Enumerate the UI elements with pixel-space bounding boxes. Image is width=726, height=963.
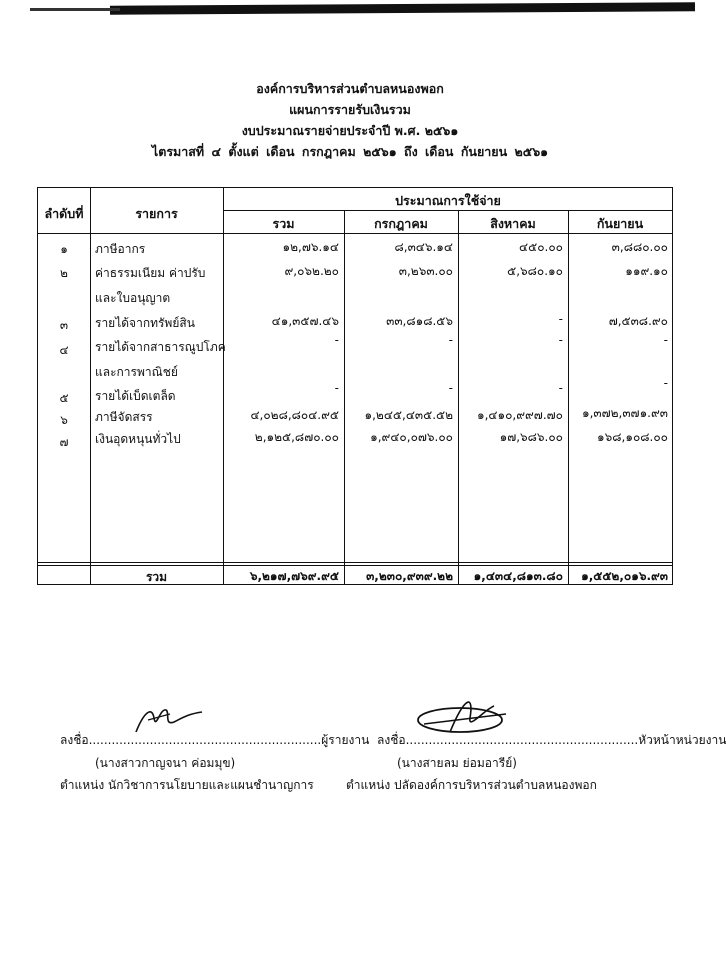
total-sum: ๖,๒๑๗,๗๖๙.๙๕	[249, 569, 339, 583]
row-item: เงินอุดหนุนทั่วไป	[95, 432, 181, 446]
row-aug: -	[558, 333, 563, 347]
signature-right-prefix: ลงชื่อ.............................................................	[377, 733, 639, 747]
row-no: ๒	[60, 266, 68, 280]
signature-left-name: (นางสาวกาญจนา ค่อมมุข)	[95, 756, 236, 770]
signature-left-prefix: ลงชื่อ.............................................................	[60, 733, 322, 747]
row-aug: -	[558, 381, 563, 395]
col-header-total: รวม	[272, 216, 295, 231]
plan-title: แผนการรายรับเงินรวม	[289, 102, 411, 117]
total-aug: ๑,๔๓๔,๘๑๓.๘๐	[473, 569, 563, 583]
total-jul: ๓,๒๓๐,๙๓๙.๒๒	[366, 569, 453, 583]
row-no: ๗	[59, 435, 69, 449]
signature-left-position: ตำแหน่ง นักวิชาการนโยบายและแผนชำนาญการ	[60, 778, 314, 792]
signature-right-name: (นางสายลม ย่อมอารีย์)	[397, 756, 517, 770]
row-aug: ๔๕๐.๐๐	[519, 240, 563, 254]
signature-right-role: หัวหน้าหน่วยงาน	[638, 733, 726, 747]
signature-left-role: ผู้รายงาน	[321, 733, 370, 747]
document-header	[0, 78, 700, 162]
signature-left-line	[60, 731, 369, 750]
budget-year: งบประมาณรายจ่ายประจำปี พ.ศ. ๒๕๖๑	[241, 123, 459, 138]
row-item-cont: และการพาณิชย์	[95, 365, 178, 379]
row-item: รายได้เบ็ดเตล็ด	[95, 389, 176, 403]
row-no: ๕	[59, 391, 69, 405]
row-jul: ๓,๒๖๓.๐๐	[398, 264, 453, 278]
row-aug: ๕,๖๘๐.๑๐	[507, 264, 563, 278]
row-total: -	[334, 333, 339, 347]
row-aug: -	[558, 312, 563, 326]
row-item: รายได้จากสาธารณูปโภค	[95, 340, 226, 354]
row-total: ๒,๑๒๕,๘๗๐.๐๐	[254, 430, 339, 444]
row-no: ๑	[60, 242, 68, 256]
row-total: ๔๑,๓๕๗.๔๖	[271, 314, 339, 328]
row-item: ภาษีอากร	[95, 242, 146, 256]
row-total: ๑๒,๗๖.๑๔	[282, 240, 339, 254]
row-total: ๔,๐๒๘,๘๐๔.๙๕	[250, 408, 339, 422]
col-header-jul: กรกฎาคม	[374, 216, 428, 231]
signature-right-position: ตำแหน่ง ปลัดองค์การบริหารส่วนตำบลหนองพอก	[346, 778, 597, 792]
row-jul: ๑,๙๔๐,๐๗๖.๐๐	[370, 430, 453, 444]
row-sep: ๑,๓๗๒,๓๗๑.๙๓	[581, 406, 668, 420]
total-sep: ๑,๕๕๒,๐๑๖.๙๓	[581, 569, 668, 583]
scan-edge-mark	[110, 2, 695, 15]
org-name: องค์การบริหารส่วนตำบลหนองพอก	[256, 81, 444, 96]
revenue-table	[37, 187, 673, 585]
col-header-aug: สิงหาคม	[490, 216, 536, 231]
total-label: รวม	[145, 570, 168, 584]
row-jul: ๘,๓๔๖.๑๔	[394, 240, 453, 254]
row-aug: ๑,๔๑๐,๙๙๗.๗๐	[476, 408, 563, 422]
row-jul: ๓๓,๘๑๘.๕๖	[386, 314, 453, 328]
row-jul: -	[448, 381, 453, 395]
row-sep: ๑๖๘,๑๐๘.๐๐	[597, 430, 668, 444]
row-divider	[38, 562, 672, 563]
col-divider	[90, 188, 91, 584]
row-aug: ๑๗,๖๘๖.๐๐	[499, 430, 563, 444]
group-header-estimate: ประมาณการใช้จ่าย	[395, 193, 501, 208]
signature-right-line	[377, 731, 726, 750]
row-jul: -	[448, 333, 453, 347]
row-item: ภาษีจัดสรร	[95, 410, 153, 424]
quarter-range: ไตรมาสที่ ๔ ตั้งแต่ เดือน กรกฎาคม ๒๕๖๑ ถึง เดือน กันยายน ๒๕๖๑	[151, 144, 549, 159]
row-no: ๔	[59, 343, 69, 357]
row-total: -	[334, 381, 339, 395]
col-header-item: รายการ	[135, 206, 178, 221]
row-total: ๙,๐๖๒.๒๐	[284, 264, 339, 278]
row-item-cont: และใบอนุญาต	[95, 291, 171, 305]
col-header-no: ลำดับที่	[44, 206, 84, 221]
row-sep: ๑๑๙.๑๐	[625, 264, 668, 278]
row-no: ๖	[60, 413, 68, 427]
row-sep: ๗,๕๓๘.๙๐	[608, 314, 668, 328]
row-jul: ๑,๒๔๕,๔๓๕.๕๒	[364, 408, 453, 422]
row-sep: -	[663, 333, 668, 347]
col-header-sep: กันยายน	[596, 216, 644, 231]
row-item: ค่าธรรมเนียม ค่าปรับ	[95, 266, 206, 280]
row-sep: ๓,๘๘๐.๐๐	[611, 240, 668, 254]
row-sep: -	[663, 376, 668, 390]
row-divider	[38, 565, 672, 566]
row-no: ๓	[59, 318, 69, 332]
scan-edge-mark-left	[30, 8, 120, 11]
row-item: รายได้จากทรัพย์สิน	[95, 316, 195, 330]
